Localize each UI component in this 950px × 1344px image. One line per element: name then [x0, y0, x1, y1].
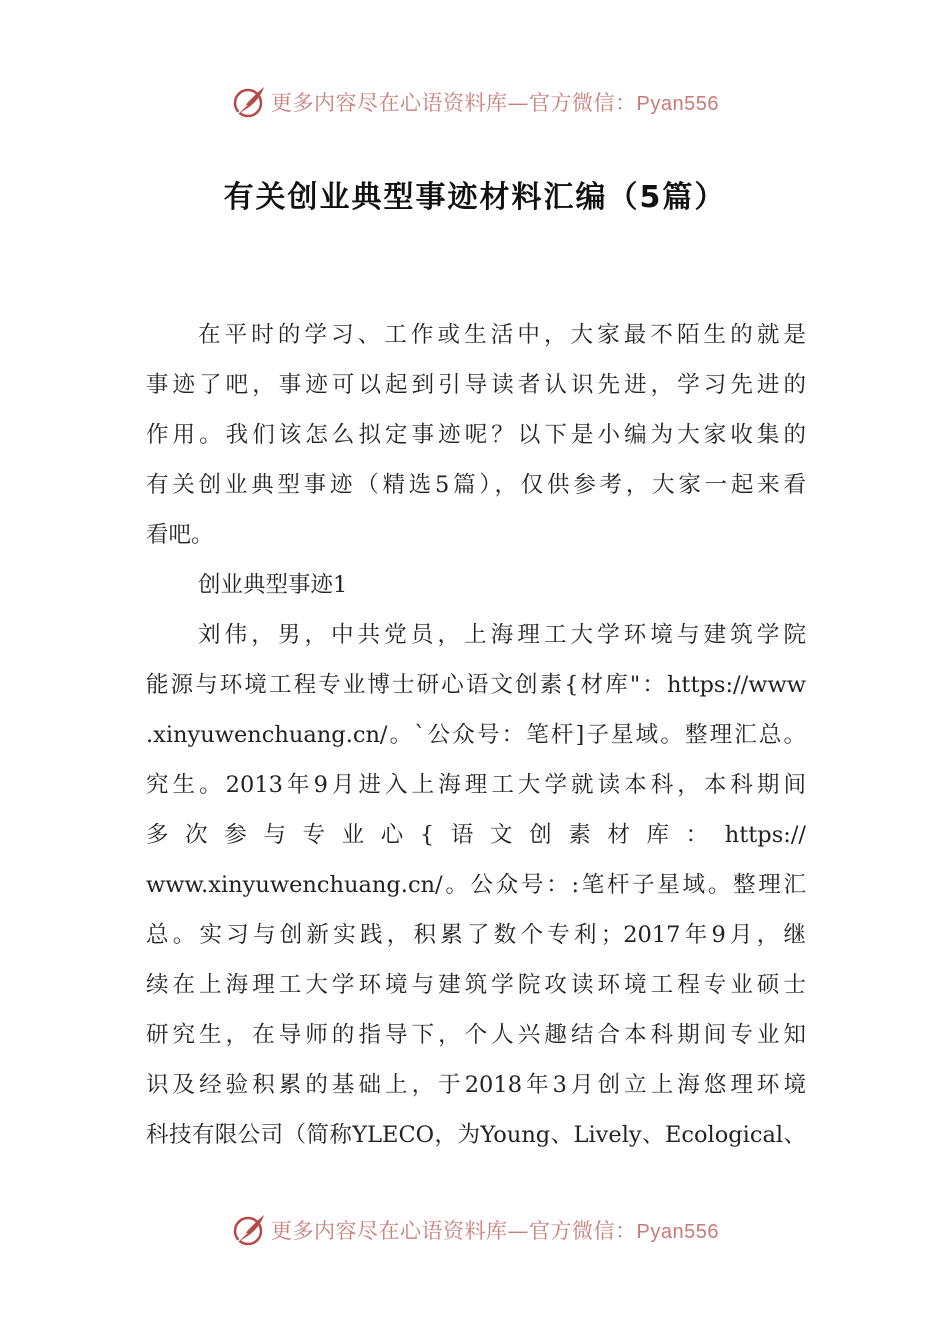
footer-banner-text: 更多内容尽在心语资料库—官方微信：Pyan556 [271, 1219, 719, 1243]
document-body [146, 310, 806, 1160]
paragraph-line: 刘伟，男，中共党员，上海理工大学环境与建筑学院 [198, 622, 806, 648]
header-banner [0, 82, 950, 122]
paragraph-line: 在平时的学习、工作或生活中，大家最不陌生的就是 [198, 322, 806, 348]
paragraph-line: 多次参与专业心{语文创素材库：https:// [146, 822, 806, 848]
paragraph-line: www.xinyuwenchuang.cn/。公众号：:笔杆子星域。整理汇 [146, 872, 806, 898]
paragraph-line: 科技有限公司（简称YLECO，为Young、Lively、Ecological、 [146, 1122, 806, 1148]
paragraph-line: 看吧。 [146, 522, 214, 548]
paragraph-line: 识及经验积累的基础上，于2018年3月创立上海悠理环境 [146, 1072, 806, 1098]
footer-banner [0, 1210, 950, 1250]
paragraph-line: 总。实习与创新实践，积累了数个专利；2017年9月，继 [146, 922, 806, 948]
paragraph-line: 事迹了吧，事迹可以起到引导读者认识先进，学习先进的 [146, 372, 806, 398]
paragraph-line: 能源与环境工程专业博士研心语文创素{材库"：https://www [146, 672, 806, 698]
paragraph-line: .xinyuwenchuang.cn/。`公众号：笔杆]子星域。整理汇总。 [146, 722, 806, 748]
paragraph-line: 有关创业典型事迹（精选5篇），仅供参考，大家一起来看 [146, 472, 806, 498]
paragraph-line: 究生。2013年9月进入上海理工大学就读本科，本科期间 [146, 772, 806, 798]
header-wechat-id: Pyan556 [636, 93, 719, 115]
quill-logo-icon [231, 84, 267, 120]
quill-logo-icon [231, 1212, 267, 1248]
paragraph-line: 续在上海理工大学环境与建筑学院攻读环境工程专业硕士 [146, 972, 806, 998]
paragraph-line: 研究生，在导师的指导下，个人兴趣结合本科期间专业知 [146, 1022, 806, 1048]
document-title: 有关创业典型事迹材料汇编（5篇） [223, 180, 727, 215]
header-banner-text: 更多内容尽在心语资料库—官方微信：Pyan556 [271, 91, 719, 115]
section-heading: 创业典型事迹1 [198, 572, 348, 598]
footer-wechat-id: Pyan556 [636, 1221, 719, 1243]
paragraph-line: 作用。我们该怎么拟定事迹呢？以下是小编为大家收集的 [146, 422, 806, 448]
